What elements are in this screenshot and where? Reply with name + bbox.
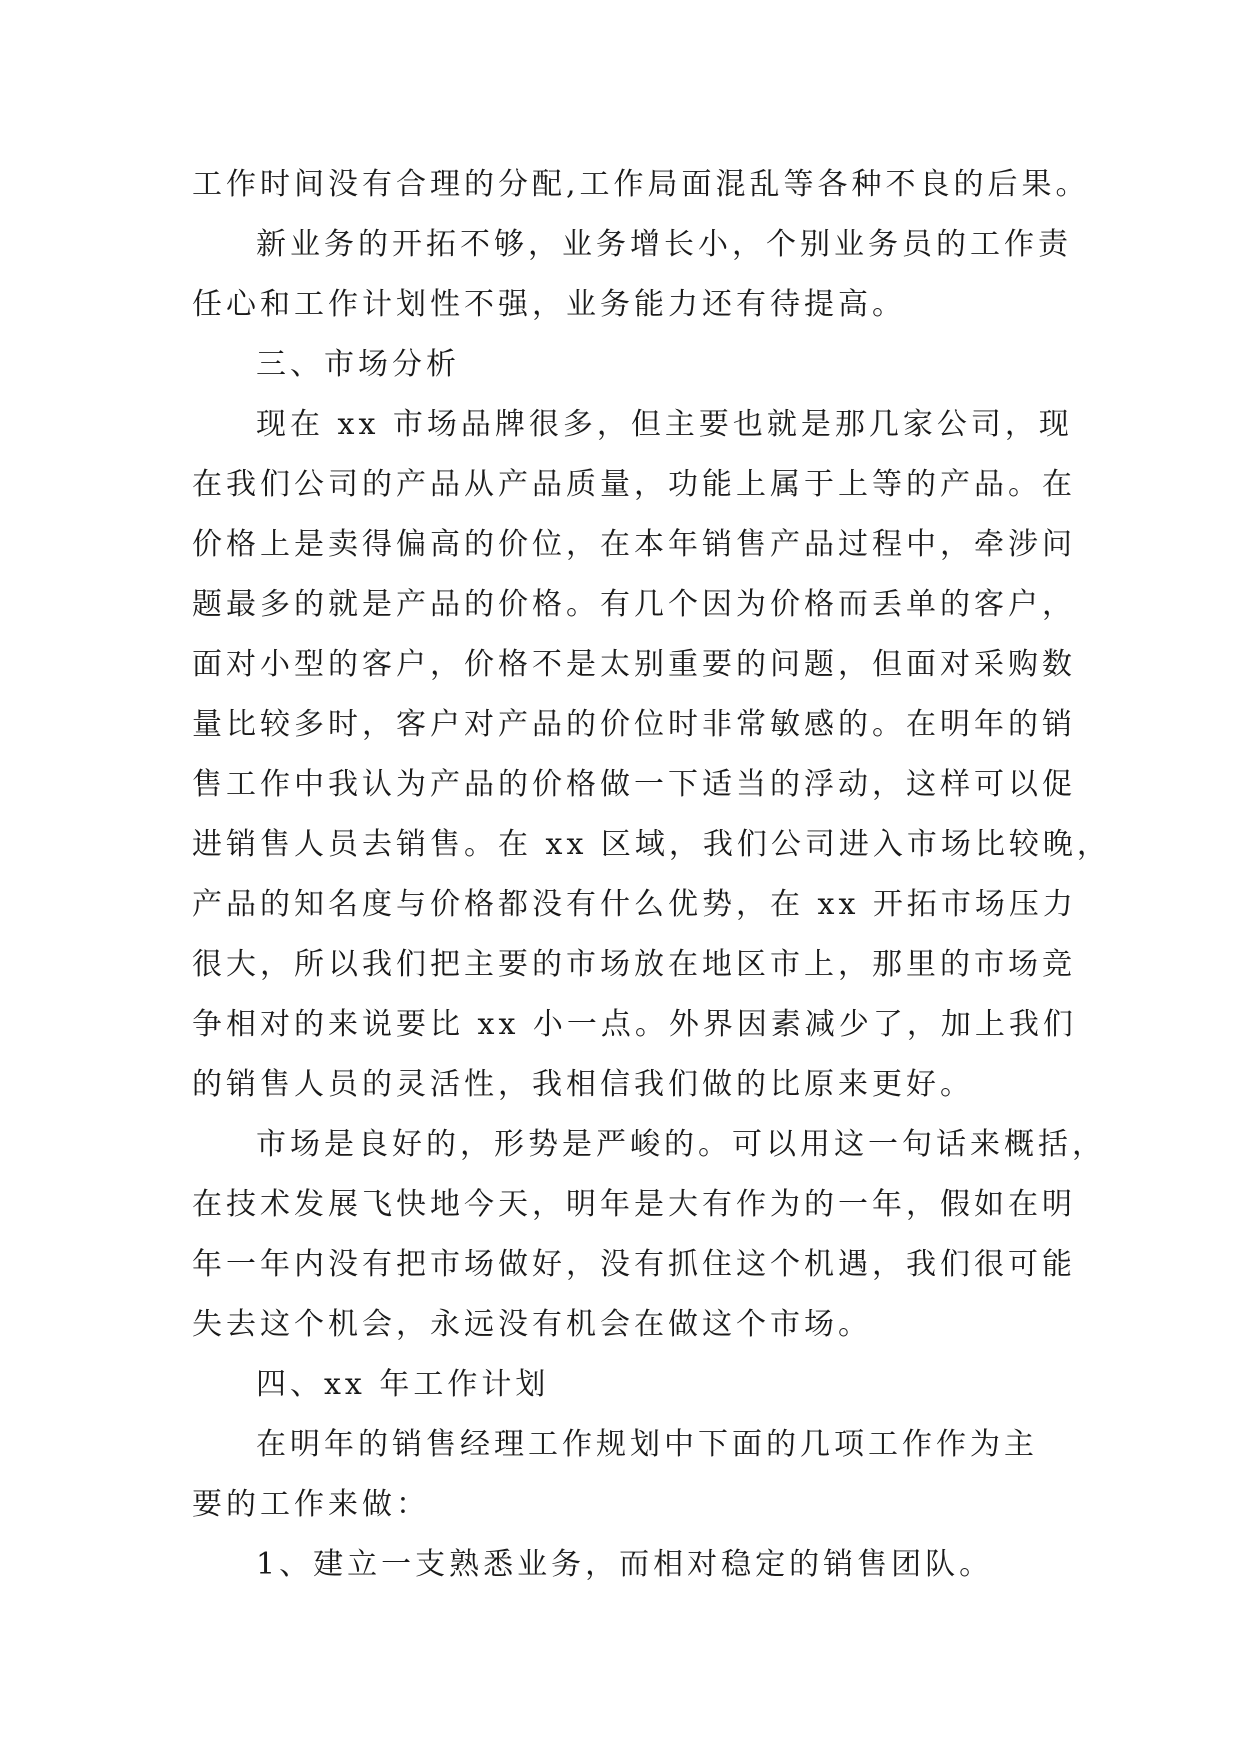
text-line: 工作时间没有合理的分配,工作局面混乱等各种不良的后果。 (192, 167, 1090, 202)
text-line: 产品的知名度与价格都没有什么优势，在 xx 开拓市场压力 (192, 887, 1077, 922)
text-line: 很大，所以我们把主要的市场放在地区市上，那里的市场竞 (192, 947, 1076, 982)
text-line: 在技术发展飞快地今天，明年是大有作为的一年，假如在明 (192, 1187, 1076, 1222)
text-line: 题最多的就是产品的价格。有几个因为价格而丢单的客户， (192, 587, 1076, 622)
text-line: 要的工作来做： (192, 1487, 430, 1522)
text-line: 的销售人员的灵活性，我相信我们做的比原来更好。 (192, 1067, 974, 1102)
text-line: 失去这个机会，永远没有机会在做这个市场。 (192, 1307, 872, 1342)
document-body (192, 155, 1111, 1595)
text-line: 价格上是卖得偏高的价位，在本年销售产品过程中，牵涉问 (192, 527, 1076, 562)
text-line: 新业务的开拓不够，业务增长小，个别业务员的工作责 (256, 227, 1072, 262)
text-line: 任心和工作计划性不强，业务能力还有待提高。 (192, 287, 906, 322)
text-line: 进销售人员去销售。在 xx 区域，我们公司进入市场比较晚， (192, 827, 1111, 862)
text-line: 四、xx 年工作计划 (256, 1367, 550, 1402)
text-line: 争相对的来说要比 xx 小一点。外界因素减少了，加上我们 (192, 1007, 1077, 1042)
text-line: 现在 xx 市场品牌很多，但主要也就是那几家公司，现 (256, 407, 1073, 442)
text-line: 市场是良好的，形势是严峻的。可以用这一句话来概括， (256, 1127, 1106, 1162)
text-line: 1、建立一支熟悉业务，而相对稳定的销售团队。 (256, 1547, 994, 1582)
text-line: 售工作中我认为产品的价格做一下适当的浮动，这样可以促 (192, 767, 1076, 802)
text-line: 面对小型的客户，价格不是太别重要的问题，但面对采购数 (192, 647, 1076, 682)
text-line: 三、市场分析 (256, 347, 460, 382)
text-line: 在我们公司的产品从产品质量，功能上属于上等的产品。在 (192, 467, 1076, 502)
text-line: 年一年内没有把市场做好，没有抓住这个机遇，我们很可能 (192, 1247, 1076, 1282)
text-line: 量比较多时，客户对产品的价位时非常敏感的。在明年的销 (192, 707, 1076, 742)
text-line: 在明年的销售经理工作规划中下面的几项工作作为主 (256, 1427, 1038, 1462)
